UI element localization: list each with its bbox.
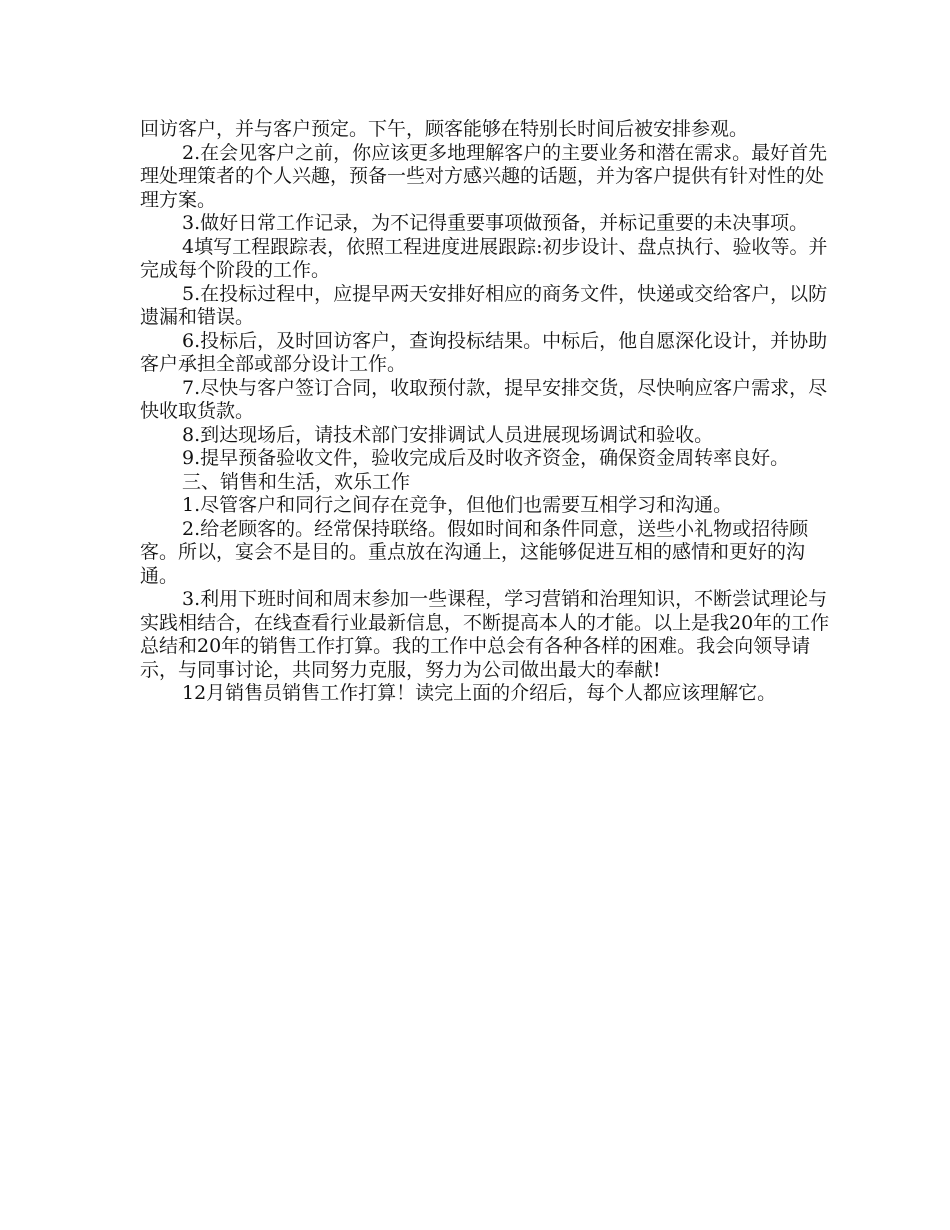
paragraph-closing: 12月销售员销售工作打算！读完上面的介绍后，每个人都应该理解它。 (182, 682, 777, 704)
paragraph-item-6: 6.投标后，及时回访客户，查询投标结果。中标后，他自愿深化设计，并协助客户承担全部或部分设计工作。 (140, 329, 828, 375)
paragraph-item-5: 5.在投标过程中，应提早两天安排好相应的商务文件，快递或交给客户，以防遗漏和错误。 (140, 282, 828, 328)
paragraph-continuation: 回访客户，并与客户预定。下午，顾客能够在特别长时间后被安排参观。 (140, 118, 749, 140)
paragraph-section3-item-3: 3.利用下班时间和周末参加一些课程，学习营销和治理知识，不断尝试理论与实践相结合，在线查看行业最新信息，不断提高本人的才能。以上是我20年的工作总结和20年的销售工作打算。我的工作中总会有各种各样的困难。我会向领导请示，与同事讨论，共同努力克服，努力为公司做出最大的奉献! (140, 588, 830, 681)
paragraph-item-9: 9.提早预备验收文件，验收完成后及时收齐资金，确保资金周转率良好。 (182, 447, 790, 469)
paragraph-item-7: 7.尽快与客户签订合同，收取预付款，提早安排交货，尽快响应客户需求，尽快收取货款。 (140, 376, 828, 422)
paragraph-item-2: 2.在会见客户之前，你应该更多地理解客户的主要业务和潜在需求。最好首先理处理策者的个人兴趣，预备一些对方感兴趣的话题，并为客户提供有针对性的处理方案。 (140, 141, 828, 211)
document-page (140, 118, 830, 706)
paragraph-section3-item-2: 2.给老顾客的。经常保持联络。假如时间和条件同意，送些小礼物或招待顾客。所以，宴会不是目的。重点放在沟通上，这能够促进互相的感情和更好的沟通。 (140, 517, 809, 587)
section-heading: 三、销售和生活，欢乐工作 (182, 470, 411, 493)
paragraph-item-3: 3.做好日常工作记录，为不记得重要事项做预备，并标记重要的未决事项。 (182, 212, 809, 234)
paragraph-section3-item-1: 1.尽管客户和同行之间存在竞争，但他们也需要互相学习和沟通。 (182, 494, 733, 516)
paragraph-item-4: 4填写工程跟踪表，依照工程进度进展跟踪:初步设计、盘点执行、验收等。并完成每个阶段的工作。 (140, 235, 828, 281)
paragraph-item-8: 8.到达现场后，请技术部门安排调试人员进展现场调试和验收。 (182, 423, 714, 446)
